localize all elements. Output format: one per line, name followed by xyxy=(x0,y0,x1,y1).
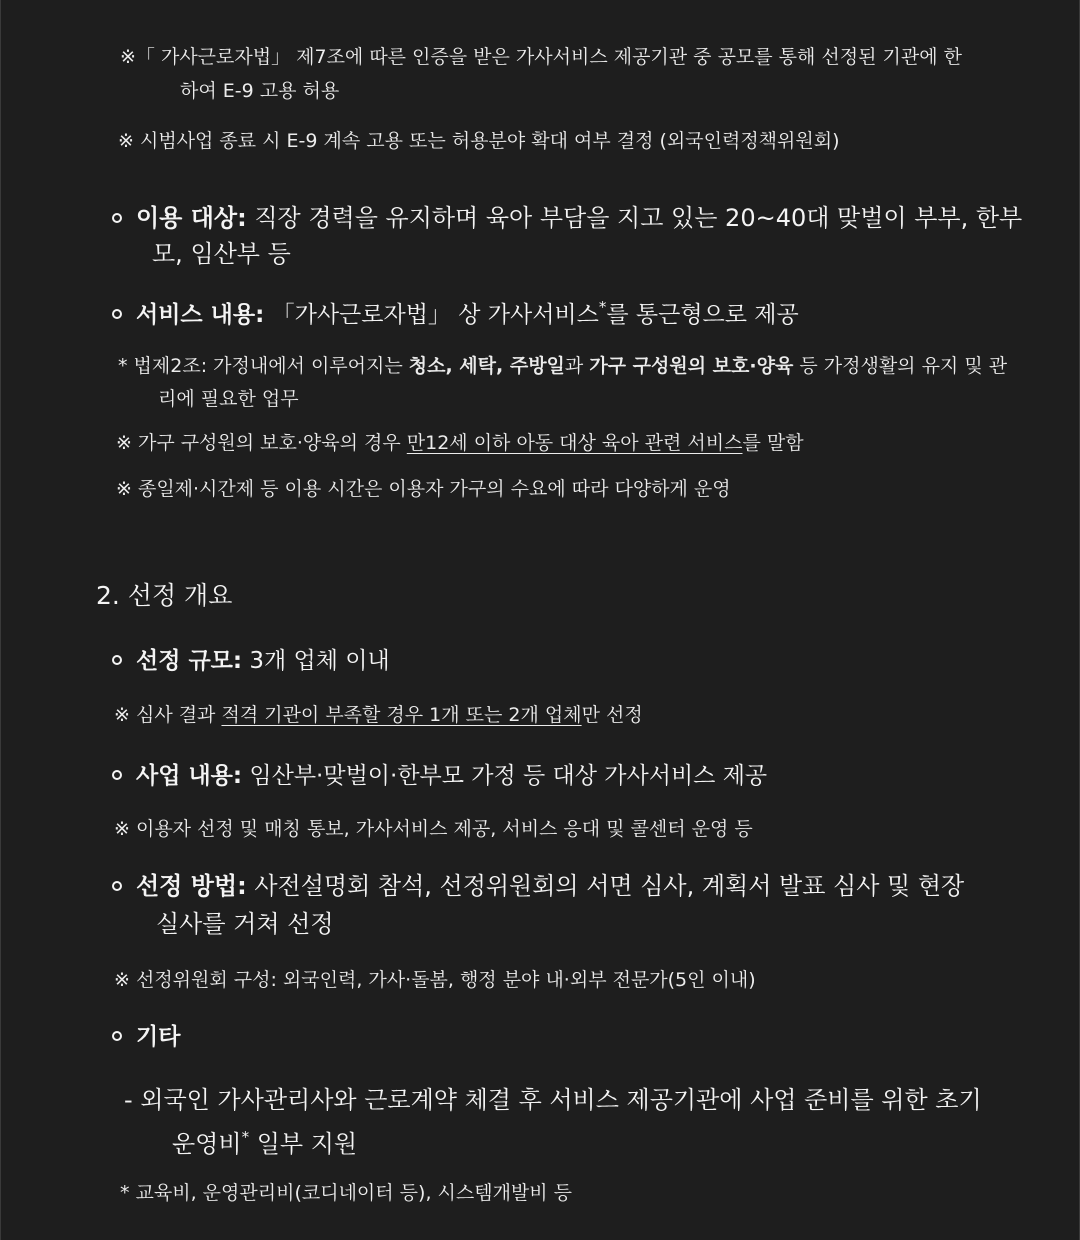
etc-footnote-mark: * xyxy=(241,1128,250,1146)
section-heading: 2. 선정 개요 xyxy=(96,581,233,610)
scale-line xyxy=(112,642,390,675)
note-certification-cont: 하여 E-9 고용 허용 xyxy=(180,80,340,102)
method-text: 사전설명회 참석, 선정위원회의 서면 심사, 계획서 발표 심사 및 현장 xyxy=(246,872,965,900)
scale-label: 선정 규모: xyxy=(136,648,243,674)
note-scale-post: 만 선정 xyxy=(581,704,643,726)
bullet-icon xyxy=(112,770,122,780)
etc-label: 기타 xyxy=(136,1024,181,1050)
footnote-definition-post: 등 가정생활의 유지 및 관 xyxy=(793,355,1008,377)
etc-support-pre: 운영비 xyxy=(172,1130,242,1158)
target-label: 이용 대상: xyxy=(136,204,247,232)
etc-support-post: 일부 지원 xyxy=(249,1130,358,1158)
note-scale-pre: ※ 심사 결과 xyxy=(114,704,222,726)
bullet-icon xyxy=(112,309,122,319)
bullet-icon xyxy=(112,213,122,223)
business-text: 임산부·맞벌이·한부모 가정 등 대상 가사서비스 제공 xyxy=(242,763,768,789)
note-childcare-pre: ※ 가구 구성원의 보호·양육의 경우 xyxy=(116,432,407,454)
bullet-icon xyxy=(112,1031,122,1041)
left-border xyxy=(0,0,1,1240)
note-childcare-post: 를 말함 xyxy=(742,432,804,454)
service-footnote-mark: * xyxy=(598,298,607,316)
footnote-definition-bold2: 가구 구성원의 보호·양육 xyxy=(589,355,794,377)
note-costs: * 교육비, 운영관리비(코디네이터 등), 시스템개발비 등 xyxy=(120,1182,573,1204)
etc-line xyxy=(112,1018,180,1051)
bullet-icon xyxy=(112,881,122,891)
business-label: 사업 내용: xyxy=(136,763,243,789)
note-certification: ※「 가사근로자법」 제7조에 따른 인증을 받은 가사서비스 제공기관 중 공모를 통해 선정된 기관에 한 xyxy=(120,46,962,68)
scale-text: 3개 업체 이내 xyxy=(242,648,390,674)
service-text: 「가사근로자법」 상 가사서비스 xyxy=(264,302,599,328)
footnote-definition-mid: 과 xyxy=(564,355,590,377)
note-hours: ※ 종일제·시간제 등 이용 시간은 이용자 가구의 수요에 따라 다양하게 운영 xyxy=(116,478,731,500)
footnote-definition xyxy=(118,351,1007,378)
service-text-post: 를 통근형으로 제공 xyxy=(606,302,799,328)
note-pilot-end: ※ 시범사업 종료 시 E-9 계속 고용 또는 허용분야 확대 여부 결정 (외국인력정책위원회) xyxy=(118,130,840,152)
target-line-cont: 모, 임산부 등 xyxy=(152,240,291,268)
business-line xyxy=(112,757,767,790)
etc-support-line: - 외국인 가사관리사와 근로계약 체결 후 서비스 제공기관에 사업 준비를 위한 초기 xyxy=(124,1086,982,1114)
note-childcare xyxy=(116,428,804,455)
method-label: 선정 방법: xyxy=(136,872,247,900)
service-line xyxy=(112,296,799,329)
method-line xyxy=(112,866,964,901)
note-scale-underlined: 적격 기관이 부족할 경우 1개 또는 2개 업체 xyxy=(221,704,582,726)
footnote-definition-bold1: 청소, 세탁, 주방일 xyxy=(408,355,565,377)
footnote-definition-pre: * 법제2조: 가정내에서 이루어지는 xyxy=(118,355,409,377)
etc-support-line-cont xyxy=(172,1124,357,1159)
note-committee: ※ 선정위원회 구성: 외국인력, 가사·돌봄, 행정 분야 내·외부 전문가(5인 이내) xyxy=(114,969,756,991)
footnote-definition-cont: 리에 필요한 업무 xyxy=(158,388,299,410)
target-text: 직장 경력을 유지하며 육아 부담을 지고 있는 20~40대 맞벌이 부부, 한부 xyxy=(246,204,1023,232)
note-childcare-underlined: 만12세 이하 아동 대상 육아 관련 서비스 xyxy=(406,432,743,454)
service-label: 서비스 내용: xyxy=(136,302,265,328)
method-line-cont: 실사를 거쳐 선정 xyxy=(156,910,334,938)
note-scale xyxy=(114,700,643,727)
note-business: ※ 이용자 선정 및 매칭 통보, 가사서비스 제공, 서비스 응대 및 콜센터 운영 등 xyxy=(114,818,753,840)
bullet-icon xyxy=(112,655,122,665)
target-line xyxy=(112,198,1022,233)
